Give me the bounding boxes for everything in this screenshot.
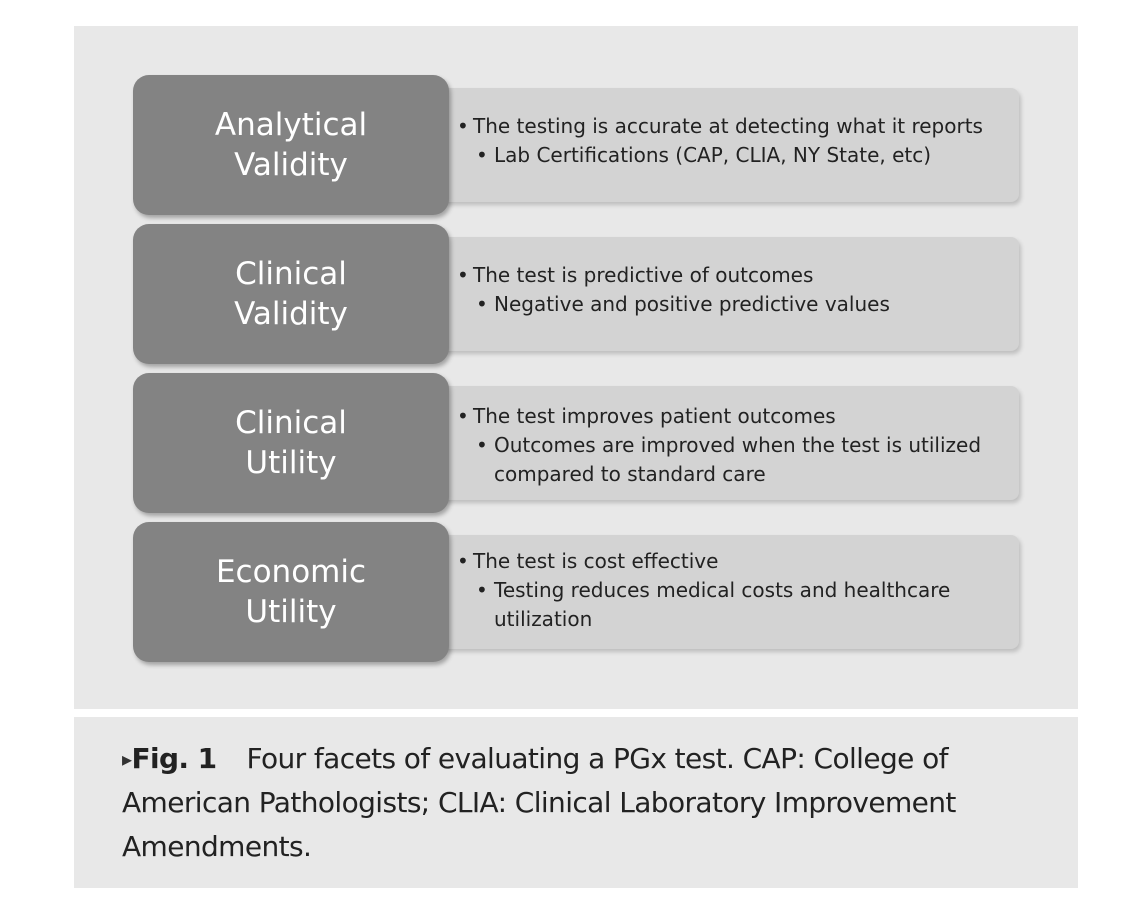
sub-point-text: Negative and positive predictive values (494, 292, 890, 316)
sub-point (457, 431, 1007, 489)
main-point (457, 402, 1007, 431)
facet-label-box (133, 373, 449, 513)
facet-label-line: Validity (234, 147, 348, 183)
caption-body: Four facets of evaluating a PGx test. CAP: College of American Pathologists; CLIA: Clinical Laboratory Improvement Amendments. (122, 742, 956, 863)
bullet-icon: • (457, 114, 469, 138)
sub-point (457, 141, 1007, 170)
facet-label-line: Utility (245, 594, 337, 630)
facet-detail-box (433, 386, 1019, 500)
sub-point-text: Lab Certifications (CAP, CLIA, NY State, etc) (494, 143, 932, 167)
facet-detail-text (457, 112, 1007, 170)
figure-label: Fig. 1 (131, 742, 217, 775)
facet-label-line: Clinical (235, 405, 347, 441)
caption-arrow-icon: ▸ (122, 747, 132, 771)
bullet-icon: • (476, 433, 488, 457)
bullet-icon: • (476, 578, 488, 602)
facet-label-line: Utility (245, 445, 337, 481)
facet-clinical-validity (133, 224, 1019, 364)
bullet-icon: • (457, 404, 469, 428)
facet-label-line: Clinical (235, 256, 347, 292)
facet-detail-text (457, 402, 1007, 489)
facet-detail-text (457, 261, 1007, 319)
bullet-icon: • (476, 143, 488, 167)
facet-clinical-utility (133, 373, 1019, 513)
main-point-text: The test is cost effective (473, 549, 719, 573)
facet-label-box (133, 75, 449, 215)
facet-detail-box (433, 535, 1019, 649)
main-point (457, 112, 1007, 141)
main-point-text: The test is predictive of outcomes (473, 263, 814, 287)
bullet-icon: • (476, 292, 488, 316)
main-point (457, 547, 1007, 576)
main-point (457, 261, 1007, 290)
sub-point-text: Outcomes are improved when the test is utilized compared to standard care (494, 433, 982, 486)
sub-point (457, 576, 1007, 634)
facet-detail-text (457, 547, 1007, 634)
main-point-text: The testing is accurate at detecting what it reports (473, 114, 983, 138)
bullet-icon: • (457, 549, 469, 573)
facet-label-line: Analytical (214, 107, 368, 143)
main-point-text: The test improves patient outcomes (473, 404, 836, 428)
figure-panel (74, 26, 1078, 709)
facet-label-box (133, 522, 449, 662)
caption-text (122, 737, 1062, 869)
bullet-icon: • (457, 263, 469, 287)
figure-caption (74, 717, 1078, 888)
facet-analytical-validity (133, 75, 1019, 215)
facet-detail-box (433, 88, 1019, 202)
sub-point-text: Testing reduces medical costs and healthcare utilization (494, 578, 951, 631)
facet-detail-box (433, 237, 1019, 351)
facet-label-box (133, 224, 449, 364)
facet-label-line: Validity (234, 296, 348, 332)
sub-point (457, 290, 1007, 319)
facet-label-line: Economic (215, 554, 367, 590)
facet-economic-utility (133, 522, 1019, 662)
